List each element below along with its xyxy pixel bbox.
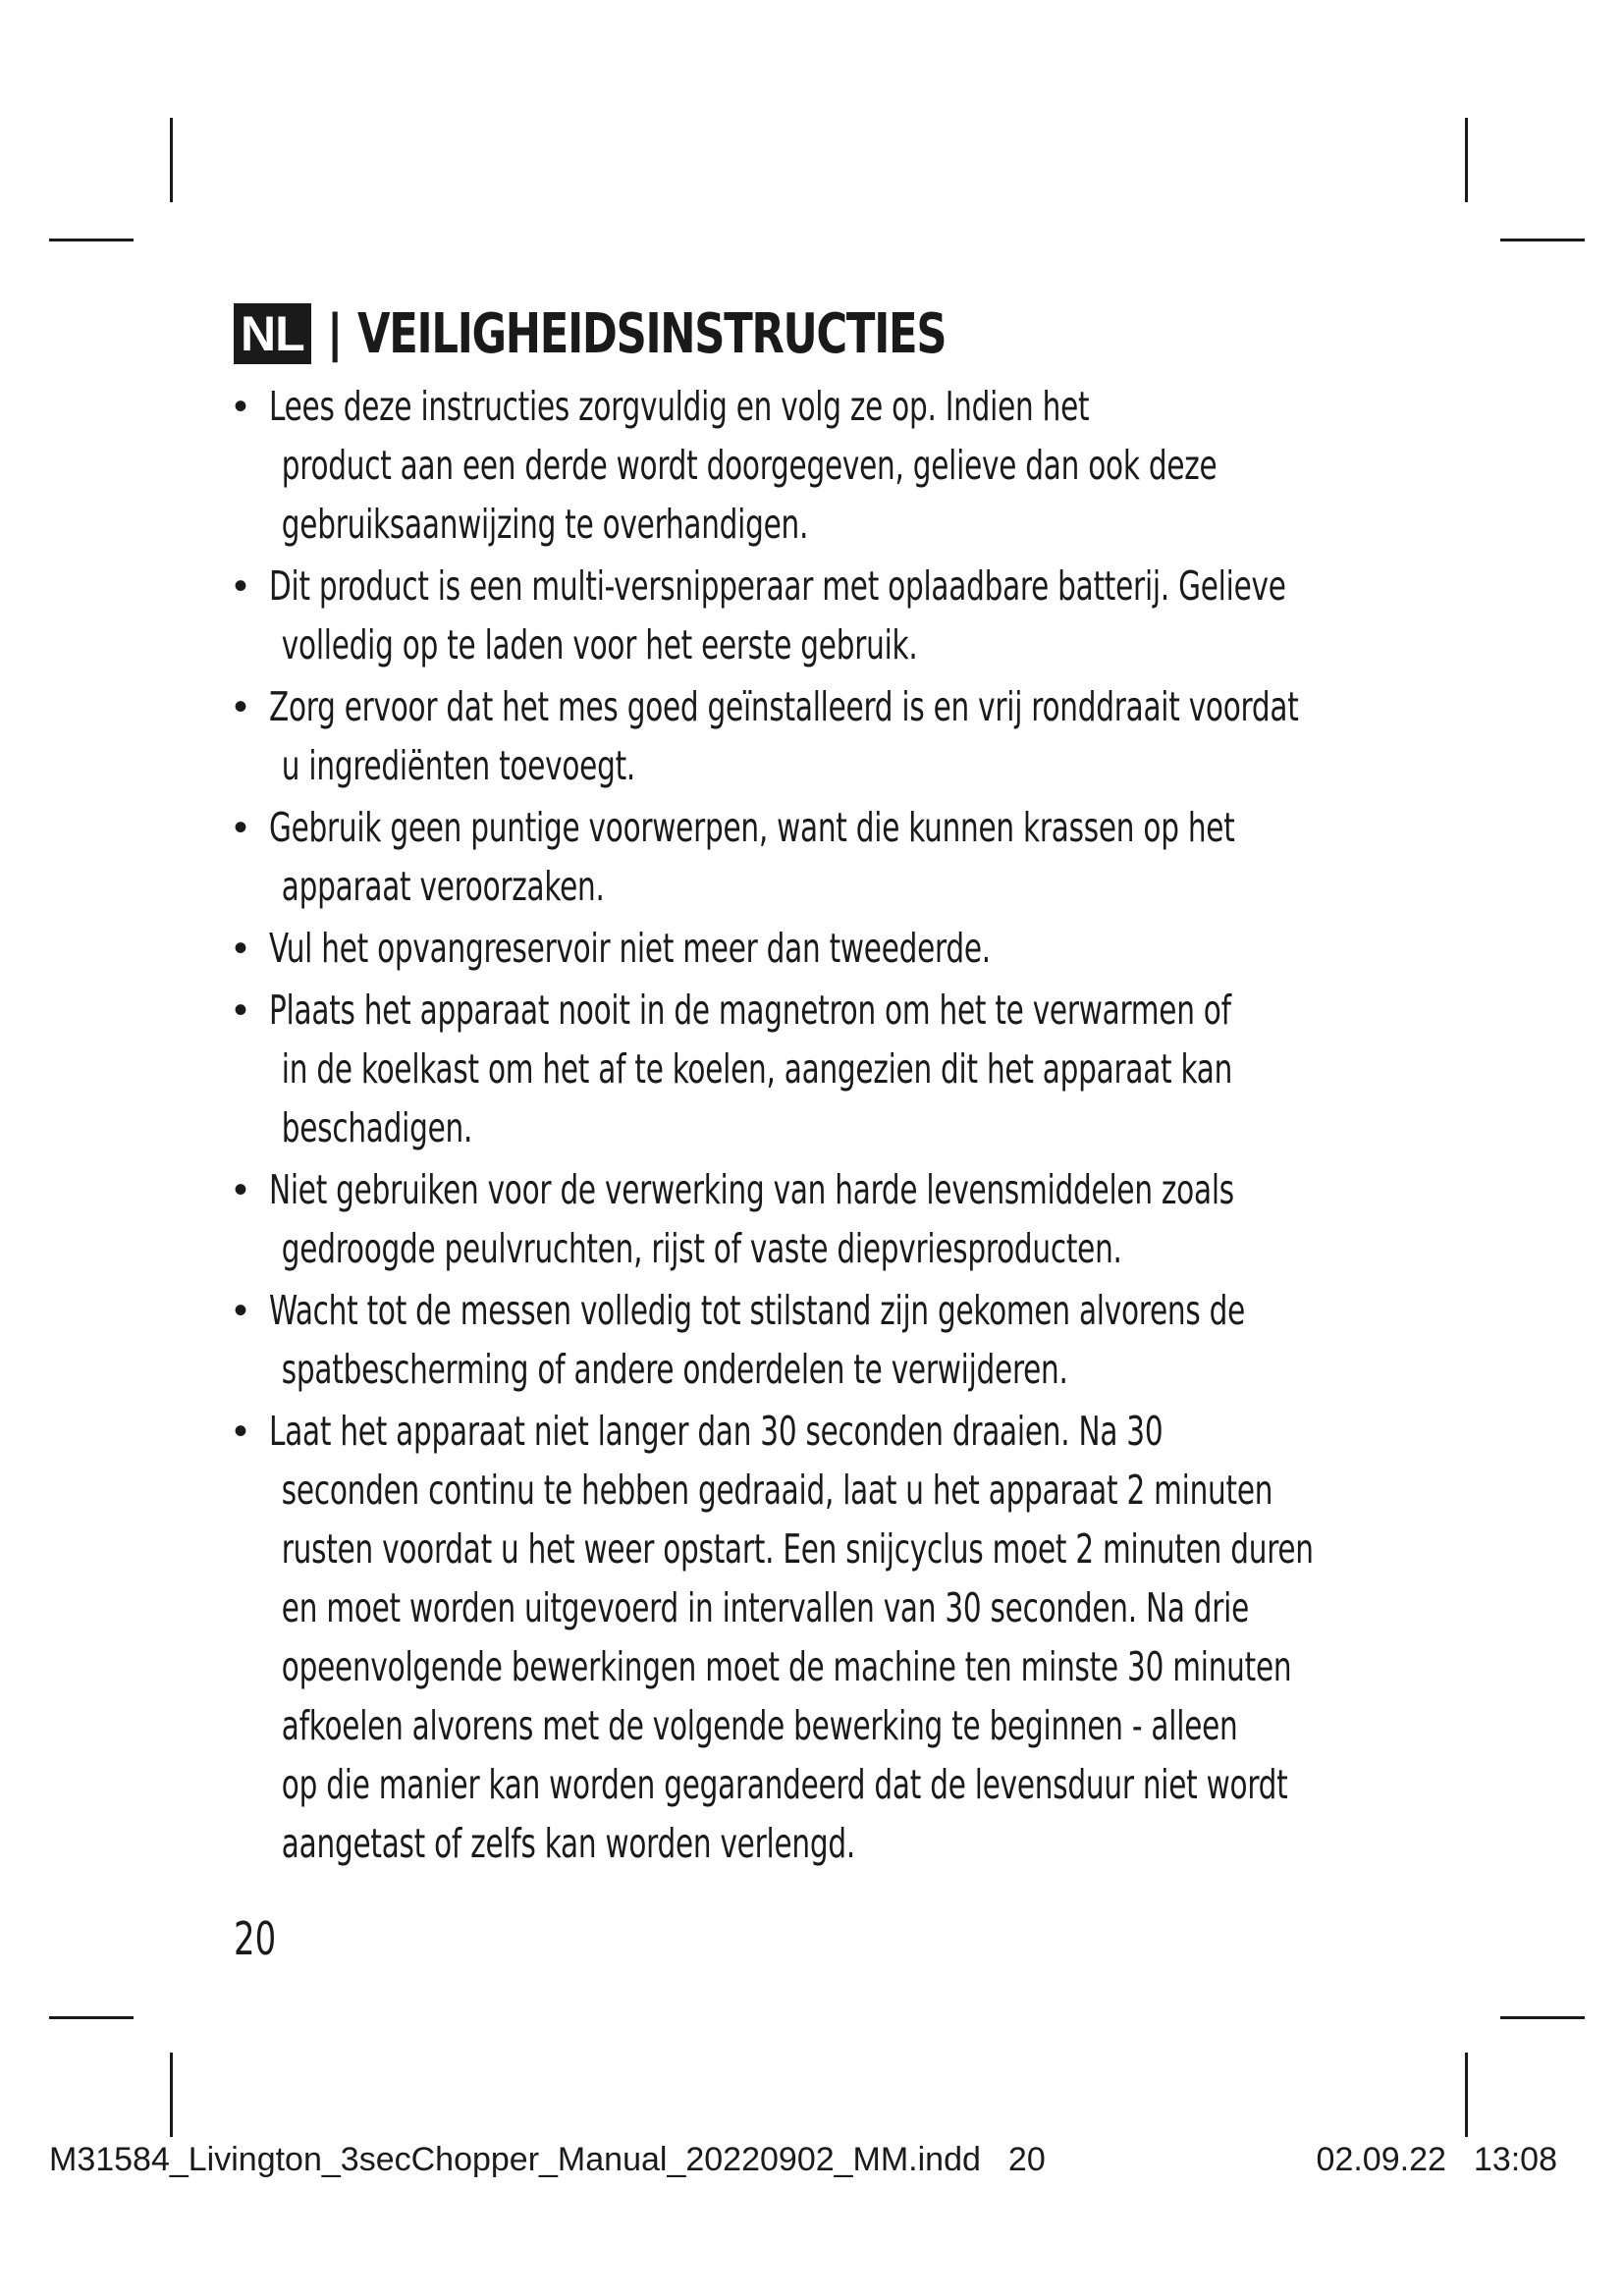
bullet-icon: •	[234, 806, 248, 849]
list-item	[234, 1160, 1412, 1278]
list-item-line: product aan een derde wordt doorgegeven, gelieve dan ook deze	[281, 442, 1218, 489]
list-item-line: gedroogde peulvruchten, rijst of vaste diepvriesproducten.	[281, 1225, 1122, 1272]
list-item-line: u ingrediënten toevoegt.	[281, 742, 636, 789]
list-item	[234, 377, 1412, 554]
bullet-icon: •	[234, 385, 248, 428]
footer-time: 13:08	[1473, 2141, 1557, 2178]
crop-mark-bottom-right-vertical	[1465, 2053, 1468, 2137]
footer-file-page: 20	[1007, 2141, 1046, 2178]
list-item	[234, 981, 1412, 1157]
bullet-icon: •	[234, 685, 248, 728]
list-item-line: Zorg ervoor dat het mes goed geïnstalleerd is en vrij ronddraait voordat	[269, 683, 1299, 730]
list-item-line: Dit product is een multi-versnipperaar met oplaadbare batterij. Gelieve	[269, 562, 1286, 610]
page-content	[234, 293, 1412, 1876]
section-title: VEILIGHEIDSINSTRUCTIES	[356, 301, 947, 366]
list-item-line: gebruiksaanwijzing te overhandigen.	[281, 501, 809, 548]
list-item-line: rusten voordat u het weer opstart. Een snijcyclus moet 2 minuten duren	[281, 1525, 1314, 1573]
list-item-line: Gebruik geen puntige voorwerpen, want die kunnen krassen op het	[269, 804, 1235, 851]
list-item-line: beschadigen.	[281, 1104, 473, 1151]
footer-file-info	[49, 2141, 1046, 2179]
list-item-line: Lees deze instructies zorgvuldig en volg ze op. Indien het	[269, 383, 1090, 430]
list-item	[234, 798, 1412, 916]
list-item-line: spatbescherming of andere onderdelen te verwijderen.	[281, 1346, 1068, 1393]
list-item	[234, 677, 1412, 795]
footer-file-name: M31584_Livington_3secChopper_Manual_20220902_MM.indd	[49, 2141, 981, 2178]
list-item	[234, 1402, 1412, 1873]
bullet-icon: •	[234, 927, 248, 970]
list-item	[234, 919, 1412, 978]
list-item-line: afkoelen alvorens met de volgende bewerking te beginnen - alleen	[281, 1702, 1238, 1749]
list-item-line: Laat het apparaat niet langer dan 30 seconden draaien. Na 30	[269, 1408, 1164, 1455]
list-item-line: aangetast of zelfs kan worden verlengd.	[281, 1820, 855, 1867]
list-item	[234, 557, 1412, 674]
bullet-icon: •	[234, 1168, 248, 1211]
crop-mark-top-right-horizontal	[1500, 239, 1585, 241]
list-item-line: op die manier kan worden gegarandeerd dat de levensduur niet wordt	[281, 1761, 1288, 1808]
page-number: 20	[234, 1912, 277, 1965]
crop-mark-bottom-left-horizontal	[49, 2016, 134, 2019]
crop-mark-top-right-vertical	[1465, 118, 1468, 202]
list-item	[234, 1281, 1412, 1399]
bullet-icon: •	[234, 1410, 248, 1453]
crop-mark-bottom-right-horizontal	[1500, 2016, 1585, 2019]
list-item-line: volledig op te laden voor het eerste gebruik.	[281, 621, 918, 668]
list-item-line: apparaat veroorzaken.	[281, 863, 605, 910]
list-item-line: Plaats het apparaat nooit in de magnetron om het te verwarmen of	[269, 987, 1231, 1034]
list-item-line: Wacht tot de messen volledig tot stilstand zijn gekomen alvorens de	[269, 1287, 1246, 1334]
bullet-icon: •	[234, 988, 248, 1032]
list-item-line: en moet worden uitgevoerd in intervallen van 30 seconden. Na drie	[281, 1584, 1250, 1631]
list-item-line: seconden continu te hebben gedraaid, laat u het apparaat 2 minuten	[281, 1467, 1273, 1514]
heading-separator: |	[326, 304, 344, 363]
section-heading	[234, 293, 1412, 375]
language-badge: NL	[234, 303, 311, 364]
bullet-icon: •	[234, 1289, 248, 1332]
footer-timestamp	[1317, 2141, 1557, 2179]
list-item-line: in de koelkast om het af te koelen, aangezien dit het apparaat kan	[281, 1045, 1233, 1093]
crop-mark-top-left-horizontal	[49, 239, 134, 241]
list-item-line: Niet gebruiken voor de verwerking van harde levensmiddelen zoals	[269, 1166, 1234, 1213]
crop-mark-bottom-left-vertical	[170, 2053, 173, 2137]
list-item-line: Vul het opvangreservoir niet meer dan tweederde.	[269, 925, 991, 972]
list-item-line: opeenvolgende bewerkingen moet de machine ten minste 30 minuten	[281, 1643, 1292, 1690]
footer-date: 02.09.22	[1316, 2141, 1446, 2178]
bullet-icon: •	[234, 564, 248, 608]
safety-instructions-list	[234, 377, 1412, 1873]
crop-mark-top-left-vertical	[170, 118, 173, 202]
